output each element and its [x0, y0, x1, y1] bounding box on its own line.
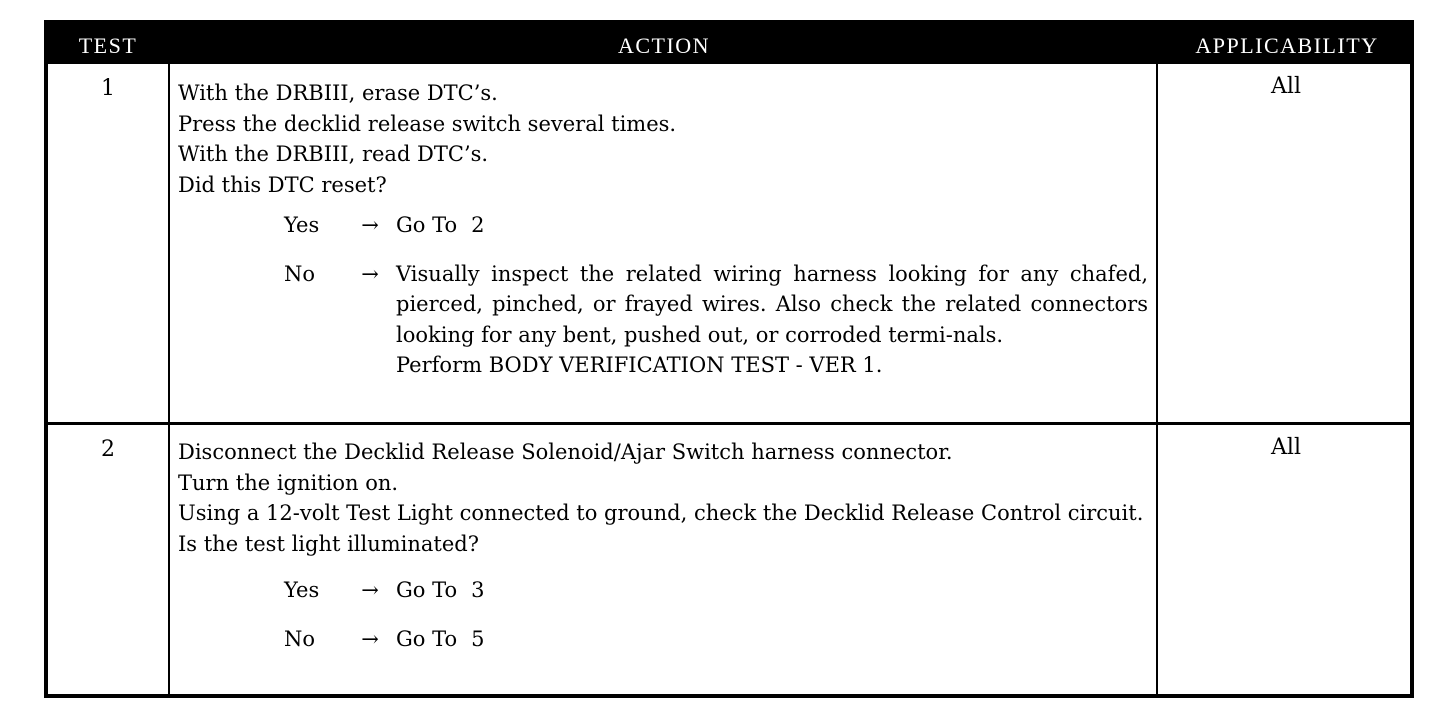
test-number: 1: [101, 76, 115, 101]
header-action: ACTION: [617, 33, 711, 58]
table-row: [48, 425, 1410, 698]
goto-label: Go To: [396, 213, 458, 237]
action-step: Did this DTC reset?: [178, 172, 387, 197]
goto-label: Go To: [396, 626, 458, 651]
table-header: [48, 24, 1410, 64]
action-cell: [178, 437, 1150, 654]
goto-value: 3: [471, 578, 485, 602]
arrow-icon: →: [361, 213, 379, 237]
no-description: [396, 259, 1148, 381]
action-step: Is the test light illuminated?: [178, 531, 480, 556]
yes-label: Yes: [284, 213, 320, 237]
arrow-icon: →: [361, 261, 379, 286]
yes-result: [284, 575, 1150, 606]
no-instruction: Visually inspect the related wiring harness looking for any chafed, pierced, pinched, or frayed wires. Also check the related connectors looking for any bent, pushed out, or corroded termi-nals.: [396, 261, 1148, 347]
test-number: 2: [101, 437, 115, 462]
no-label: No: [284, 626, 316, 651]
header-test: TEST: [78, 33, 138, 58]
table-row: [48, 64, 1410, 422]
goto-value: 5: [471, 626, 485, 651]
no-instruction: Perform BODY VERIFICATION TEST - VER 1.: [396, 353, 883, 377]
action-step: With the DRBIII, erase DTC’s.: [178, 81, 498, 105]
arrow-icon: →: [361, 626, 379, 651]
applicability-value: All: [1271, 435, 1301, 460]
no-result: [284, 259, 1150, 381]
no-result: [284, 624, 1150, 655]
goto-value: 2: [471, 213, 485, 237]
goto-label: Go To: [396, 578, 458, 602]
action-step: Disconnect the Decklid Release Solenoid/Ajar Switch harness connector.: [178, 440, 953, 464]
action-step: With the DRBIII, read DTC’s.: [178, 142, 489, 166]
action-step: Using a 12-volt Test Light connected to ground, check the Decklid Release Control circuit.: [178, 501, 1144, 525]
yes-result: [284, 210, 1150, 241]
arrow-icon: →: [361, 578, 379, 602]
diagnostic-test-table: [44, 20, 1414, 698]
action-cell: [178, 78, 1150, 381]
applicability-value: All: [1271, 74, 1301, 99]
header-applicability: APPLICABILITY: [1195, 33, 1379, 58]
yes-label: Yes: [284, 578, 320, 602]
no-label: No: [284, 261, 316, 286]
action-step: Turn the ignition on.: [178, 470, 399, 495]
action-step: Press the decklid release switch several times.: [178, 111, 677, 136]
